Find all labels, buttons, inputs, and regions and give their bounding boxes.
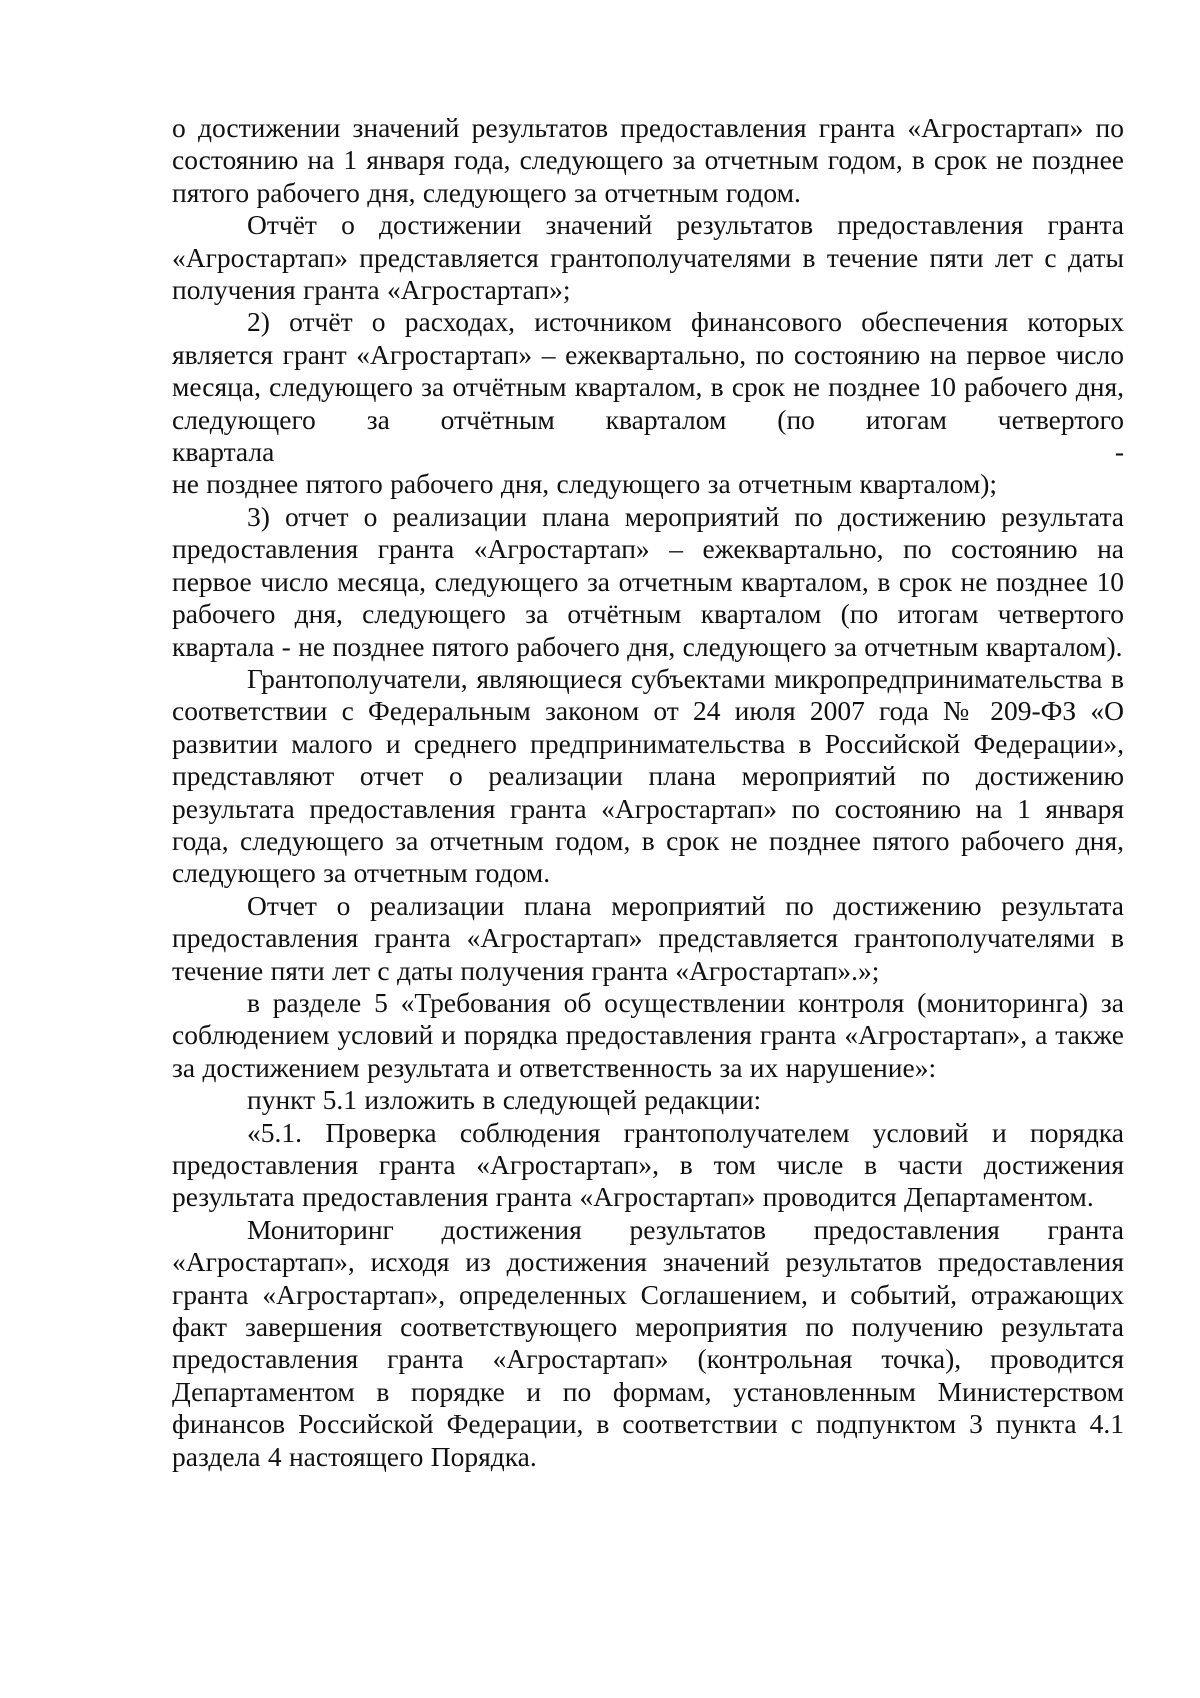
paragraph-item-2-dash-line [172,436,1124,468]
paragraph-item-2-expenses-report: 2) отчёт о расходах, источником финансового обеспечения которых является грант «Агростартап» – ежеквартально, по состоянию на первое число месяца, следующего за отчётным кварталом, в срок не позднее 10 рабочего дня, следующего за отчётным кварталом (по итогам четвертого [172,306,1124,435]
paragraph-micro-entrepreneurs: Грантополучатели, являющиеся субъектами микропредпринимательства в соответствии с Федеральным законом от 24 июля 2007 года № 209-ФЗ «О развитии малого и среднего предпринимательства в Российской Федерации», представляют отчет о реализации плана мероприятий по достижению результата предоставления гранта «Агростартап» по состоянию на 1 января года, следующего за отчетным годом, в срок не позднее пятого рабочего дня, следующего за отчетным годом. [172,662,1124,889]
paragraph-plan-report-period: Отчет о реализации плана мероприятий по достижению результата предоставления гранта «Агростартап» представляется грантополучателями в течение пяти лет с даты получения гранта «Агростартап».»; [172,889,1124,986]
paragraph-item-3-plan-report: 3) отчет о реализации плана мероприятий по достижению результата предоставления гранта «Агростартап» – ежеквартально, по состоянию на первое число месяца, следующего за отчетным кварталом, в срок не позднее 10 рабочего дня, следующего за отчётным кварталом (по итогам четвертого квартала - не позднее пятого рабочего дня, следующего за отчетным кварталом). [172,500,1124,662]
paragraph-monitoring: Мониторинг достижения результатов предоставления гранта «Агростартап», исходя из достижения значений результатов предоставления гранта «Агростартап», определенных Соглашением, и событий, отражающих факт завершения соответствующего мероприятия по получению результата предоставления гранта «Агростартап» (контрольная точка), проводится Департаментом в порядке и по формам, установленным Министерством финансов Российской Федерации, в соответствии с подпунктом 3 пункта 4.1 раздела 4 настоящего Порядка. [172,1213,1124,1472]
paragraph-section-5: в разделе 5 «Требования об осуществлении контроля (мониторинга) за соблюдением условий и порядка предоставления гранта «Агростартап», а также за достижением результата и ответственность за их нарушение»: [172,986,1124,1083]
paragraph-report-deadline: о достижении значений результатов предоставления гранта «Агростартап» по состоянию на 1 января года, следующего за отчетным годом, в срок не позднее пятого рабочего дня, следующего за отчетным годом. [172,112,1124,208]
paragraph-clause-5-1-intro: пункт 5.1 изложить в следующей редакции: [247,1084,762,1116]
paragraph-item-2-tail: не позднее пятого рабочего дня, следующего за отчетным кварталом); [172,468,998,500]
paragraph-report-period: Отчёт о достижении значений результатов предоставления гранта «Агростартап» представляется грантополучателями в течение пяти лет с даты получения гранта «Агростартап»; [172,209,1124,306]
dash-line-dash: - [1114,436,1124,468]
document-page [172,112,1124,1473]
dash-line-word: квартала [172,436,275,468]
paragraph-clause-5-1: «5.1. Проверка соблюдения грантополучателем условий и порядка предоставления гранта «Агростартап», в том числе в части достижения результата предоставления гранта «Агростартап» проводится Департаментом. [172,1116,1124,1213]
